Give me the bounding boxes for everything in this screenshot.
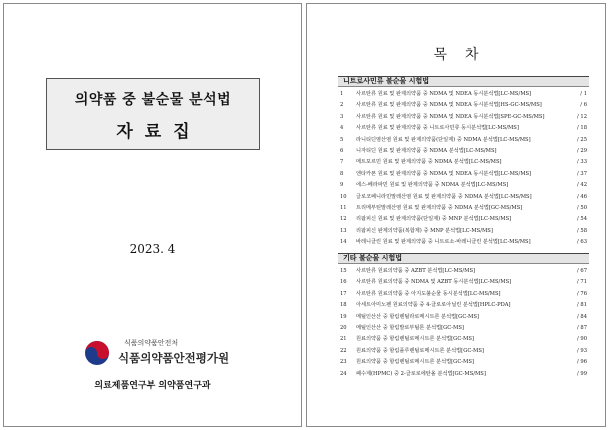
toc-entry-title: 사르탄류 원료 및 완제의약품 중 NDMA 및 NDEA 동시분석법[LC-MS/MS] — [356, 91, 532, 97]
toc-entry-number: 16 — [340, 279, 347, 286]
cover-title-box — [46, 78, 260, 150]
toc-entry — [338, 89, 589, 100]
toc-entry-number: 19 — [340, 313, 347, 320]
toc-entry-title: 폐수제(HPMC) 중 2-클로로에탄올 분석법[GC-MS/MS] — [356, 370, 486, 377]
toc-entry — [338, 123, 589, 134]
toc-entry-page: / 12 — [577, 113, 587, 120]
toc-entry-page: / 33 — [577, 159, 587, 166]
cover-subtitle: 자료집 — [116, 122, 202, 142]
toc-entry-number: 24 — [340, 370, 347, 377]
toc-entry-page: / 71 — [577, 279, 587, 286]
toc-entry — [338, 169, 589, 180]
toc-entry-number: 7 — [340, 159, 344, 166]
toc-entry-page: / 46 — [577, 193, 587, 200]
org-parent-label: 식품의약품안전처 — [124, 339, 179, 347]
toc-entry — [338, 146, 589, 157]
org-name-label: 식품의약품안전평가원 — [118, 351, 230, 365]
toc-entry-page: / 99 — [577, 370, 587, 377]
department-label: 의료제품연구부 의약품연구과 — [94, 381, 211, 391]
cover-page — [3, 3, 302, 427]
toc-entry-title: 니자티딘 원료 및 완제의약품 중 NDMA 분석법[LC-MS/MS] — [356, 147, 497, 154]
toc-entry — [338, 300, 589, 311]
toc-entry-title: 사르탄류 원료 및 완제의약품 중 NDMA 및 NDEA 동시분석법[SPE-GC-MS/MS] — [356, 113, 545, 120]
toc-entry-number: 21 — [340, 336, 347, 343]
toc-entry-number: 12 — [340, 216, 347, 223]
toc-entry-page: / 87 — [577, 324, 587, 331]
toc-entry-page: / 25 — [577, 136, 587, 143]
toc-entry-title: 트리메부틴말레산염 원료 및 완제의약품 중 NDMA 분석법[GC-MS/MS] — [356, 204, 523, 211]
toc-entry-page: / 63 — [577, 239, 587, 246]
toc-entry-page: / 76 — [577, 290, 587, 297]
toc-entry — [338, 180, 589, 191]
toc-entry — [338, 203, 589, 214]
toc-entry-title: 메틸인산산 중 할림렌틸라로메시트론 분석법[GC-MS] — [356, 313, 479, 320]
toc-entry-page: / 54 — [577, 216, 587, 223]
toc-section-list — [338, 89, 589, 248]
toc-entry-title: 메트포르민 원료 및 완제의약품 중 NDMA 분석법[LC-MS/MS] — [356, 159, 502, 166]
toc-entry-number: 23 — [340, 359, 347, 366]
toc-entry-number: 22 — [340, 347, 347, 354]
toc-entry-title: 아세트아미노펜 원료의약품 중 4-클로로아닐린 분석법[HPLC-PDA] — [356, 302, 511, 309]
toc-entry-page: / 50 — [577, 204, 587, 211]
korea-emblem-icon — [84, 340, 110, 366]
toc-entry-page: / 84 — [577, 313, 587, 320]
toc-entry — [338, 323, 589, 334]
toc-entry-number: 17 — [340, 290, 347, 297]
toc-entry-title: 글로코페니라민말레산염 원료 및 완제의약품 중 NDMA 분석법[LC-MS/MS] — [356, 193, 532, 200]
toc-entry-number: 4 — [340, 125, 344, 132]
toc-entry-title: 사르탄류 원료의약품 중 NDMA 및 AZBT 동시분석법[LC-MS/MS] — [356, 279, 512, 286]
toc-entry-number: 2 — [340, 102, 344, 109]
toc-entry — [338, 289, 589, 300]
cover-date: 2023. 4 — [129, 242, 176, 256]
toc-entry-page: / 96 — [577, 359, 587, 366]
toc-entry-number: 1 — [340, 91, 344, 97]
toc-entry-page: / 42 — [577, 182, 587, 189]
toc-entry-number: 3 — [340, 113, 344, 120]
toc-entry-title: 사르탄류 원료 및 완제의약품 중 NDMA 및 NDEA 동시분석법[HS-GC-MS/MS] — [356, 102, 542, 109]
toc-entry-title: 엔타카폰 원료 및 완제의약품 중 NDMA 및 NDEA 동시분석법[LC-MS/MS] — [356, 170, 532, 177]
toc-entry-number: 8 — [340, 170, 344, 177]
toc-entry-page: / 1 — [580, 91, 587, 97]
toc-entry — [338, 237, 589, 248]
toc-entry — [338, 226, 589, 237]
toc-entry-title: 메틸인산산 중 할림발로부틸톤 분석법[GC-MS] — [356, 324, 464, 331]
toc-section-list — [338, 266, 589, 380]
toc-page — [306, 3, 606, 427]
toc-entry-title: 라니티딘염산염 원료 및 완제의약품(단일제) 중 NDMA 분석법[LC-MS/MS] — [356, 136, 531, 143]
toc-entry-title: 사르탄류 원료 및 완제의약품 중 니트로사민류 동시분석법[LC-MS/MS] — [356, 125, 519, 132]
toc-entry-number: 6 — [340, 147, 344, 154]
toc-entry-page: / 6 — [580, 102, 587, 109]
toc-section-header: 니트로사민류 불순물 시험법 — [338, 76, 589, 87]
toc-title: 목차 — [433, 47, 497, 63]
toc-entry — [338, 312, 589, 323]
toc-entry-page: / 90 — [577, 336, 587, 343]
toc-entry-title: 리팜피신 완제의약품(복합제) 중 MNP 분석법[LC-MS/MS] — [356, 227, 493, 234]
toc-entry-number: 20 — [340, 324, 347, 331]
toc-entry-number: 15 — [340, 268, 347, 274]
toc-entry-page: / 18 — [577, 125, 587, 132]
toc-entry — [338, 266, 589, 277]
toc-entry — [338, 369, 589, 380]
toc-entry-number: 18 — [340, 302, 347, 309]
toc-entry-number: 5 — [340, 136, 344, 143]
toc-entry-title: 원료의약품 중 할림플루렌틸로메시트론 분석법[GC-MS] — [356, 347, 484, 354]
toc-entry — [338, 112, 589, 123]
toc-entry-number: 13 — [340, 227, 347, 234]
toc-entry-title: 사르탄류 원료의약품 중 아지도불순물 동시분석법[LC-MS/MS] — [356, 290, 501, 297]
toc-entry — [338, 346, 589, 357]
toc-entry-number: 11 — [340, 204, 347, 211]
toc-entry-page: / 81 — [577, 302, 587, 309]
toc-entry — [338, 357, 589, 368]
toc-entry — [338, 192, 589, 203]
toc-entry-title: 에스-베라파민 원료 및 완제의약품 중 NDMA 분석법[LC-MS/MS] — [356, 182, 509, 189]
toc-entry — [338, 135, 589, 146]
toc-entry-title: 바레니클린 원료 및 완제의약품 중 니트로소-바레니클린 분석법[LC-MS/MS] — [356, 239, 531, 246]
toc-entry-page: / 29 — [577, 147, 587, 154]
toc-entry-title: 원료의약품 중 할림렌틸로메시트론 분석법[GC-MS] — [356, 336, 474, 343]
toc-entry-number: 14 — [340, 239, 347, 246]
toc-entry-page: / 58 — [577, 227, 587, 234]
toc-entry-title: 원료의약품 중 할림렌틸로메시트론 분석법[GC-MS] — [356, 359, 474, 366]
toc-entry-number: 10 — [340, 193, 347, 200]
toc-entry-title: 리팜피신 원료 및 완제의약품(단일제) 중 MNP 분석법[LC-MS/MS] — [356, 216, 512, 223]
toc-entry — [338, 334, 589, 345]
toc-entry — [338, 100, 589, 111]
toc-entry-page: / 67 — [577, 268, 587, 274]
toc-entry — [338, 157, 589, 168]
cover-title: 의약품 중 불순물 분석법 — [74, 92, 232, 108]
toc-section-header: 기타 불순물 시험법 — [338, 253, 589, 264]
toc-entry-title: 사르탄류 원료의약품 중 AZBT 분석법[LC-MS/MS] — [356, 268, 476, 274]
toc-entry — [338, 277, 589, 288]
toc-entry-page: / 37 — [577, 170, 587, 177]
toc-entry — [338, 214, 589, 225]
toc-entry-number: 9 — [340, 182, 344, 189]
toc-entry-page: / 93 — [577, 347, 587, 354]
